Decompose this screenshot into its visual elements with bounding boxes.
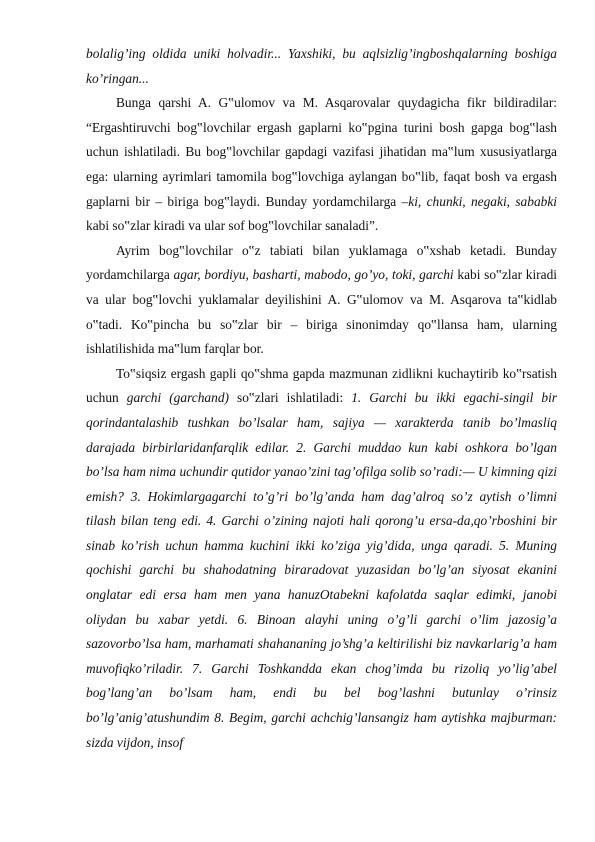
- text-segment: Bunga qarshi A. G‟ulomov va M. Asqarovalar quydagicha fikr bildiradilar: “Ergashtiruvchi bog‟lovchilar ergash gaplarni ko‟pgina turini bosh gapga bog‟lash uchun ishlatiladi. Bu bog‟lovchilar gapdagi vazifasi jihatidan ma‟lum xususiyatlarga ega: ularning ayrimlari tamomila bog‟lovchiga aylangan bo‟lib, faqat bosh va ergash gaplarni bir – biriga bog‟laydi. Bunday yordamchilarga –: [86, 95, 557, 209]
- italic-text-segment: garchi (garchand): [126, 390, 229, 406]
- text-segment: Ayrim bog‟lovchilar o‟z tabiati bilan yuklamaga o‟xshab ketadi. Bunday yordamchilarga: [86, 242, 557, 283]
- italic-text-segment: ki, chunki, negaki, sababki: [408, 193, 557, 209]
- text-segment: kabi so‟zlar kiradi va ular bog‟lovchi yuklamalar deyilishini A. G‟ulomov va M. Asqarova ta‟kidlab o‟tadi. Ko‟pincha bu so‟zlar bir – biriga sinonimday qo‟llansa ham, ularning ishlatilishida ma‟lum farqlar bor.: [86, 267, 557, 357]
- paragraph-conjunction-particles: [86, 239, 557, 362]
- text-segment: kabi so‟zlar kiradi va ular sof bog‟lovchilar sanaladi”.: [86, 218, 379, 234]
- text-segment: To‟siqsiz ergash gapli qo‟shma gapda mazmunan zidlikni kuchaytirib ko‟rsatish uchun: [86, 365, 557, 406]
- italic-text-segment: 1. Garchi bu ikki egachi-singil bir qorindantalashib tushkan bo’lsalar ham, sajiya — xarakterda tanib bo’lmasliq darajada birbirlaridanfarqlik edilar. 2. Garchi muddao kun kabi oshkora bo’lgan bo’lsa ham nima uchundir qutidor yanao’zini tag’ofilga solib so’radi:— U kimning qizi emish? 3. Hokimlargagarchi to’g’ri bo’lg’anda ham dag’alroq so’z aytish o’limni tilash bilan teng edi. 4. Garchi o’zining najoti hali qorong’u ersa-da,qo’rboshini bir sinab ko’rish uchun hamma kuchini ikki ko’ziga yig’dida, unga qaradi. 5. Muning qochishi garchi bu shahodatning biraradovat yuzasidan bo’lg’an siyosat ekanini onglatar edi ersa ham men yana hanuzOtabekni kafolatda saqlar edimki, janobi oliydan bu xabar yetdi. 6. Binoan alayhi uning o’g’li garchi o’lim jazosig’a sazovorbo’lsa ham, marhamati shahananing jo’shg’a keltirilishi biz navkarlarig’a ham muvofiqko’riladir. 7. Garchi Toshkandda ekan chog’imda bu rizoliq yo’lig’abel bog’lang’an bo’lsam ham, endi bu bel bog’lashni butunlay o’rinsiz bo’lg’anig’atushundim 8. Begim, garchi achchig’lansangiz ham aytishka majburman: sizda vijdon, insof: [86, 390, 558, 750]
- paragraph-quote-continuation: [86, 42, 557, 91]
- text-segment: so‟zlari ishlatiladi:: [228, 390, 352, 406]
- italic-text-segment: agar, bordiyu, basharti, mabodo, go’yo, toki, garchi: [173, 267, 454, 283]
- italic-text-segment: bolalig’ing oldida uniki holvadir... Yaxshiki, bu aqlsizlig’ingboshqalarning boshiga ko’ringan...: [86, 46, 557, 86]
- document-page: [86, 42, 557, 755]
- paragraph-gulomov-opinion: [86, 91, 557, 239]
- paragraph-garchi-examples: [86, 362, 557, 756]
